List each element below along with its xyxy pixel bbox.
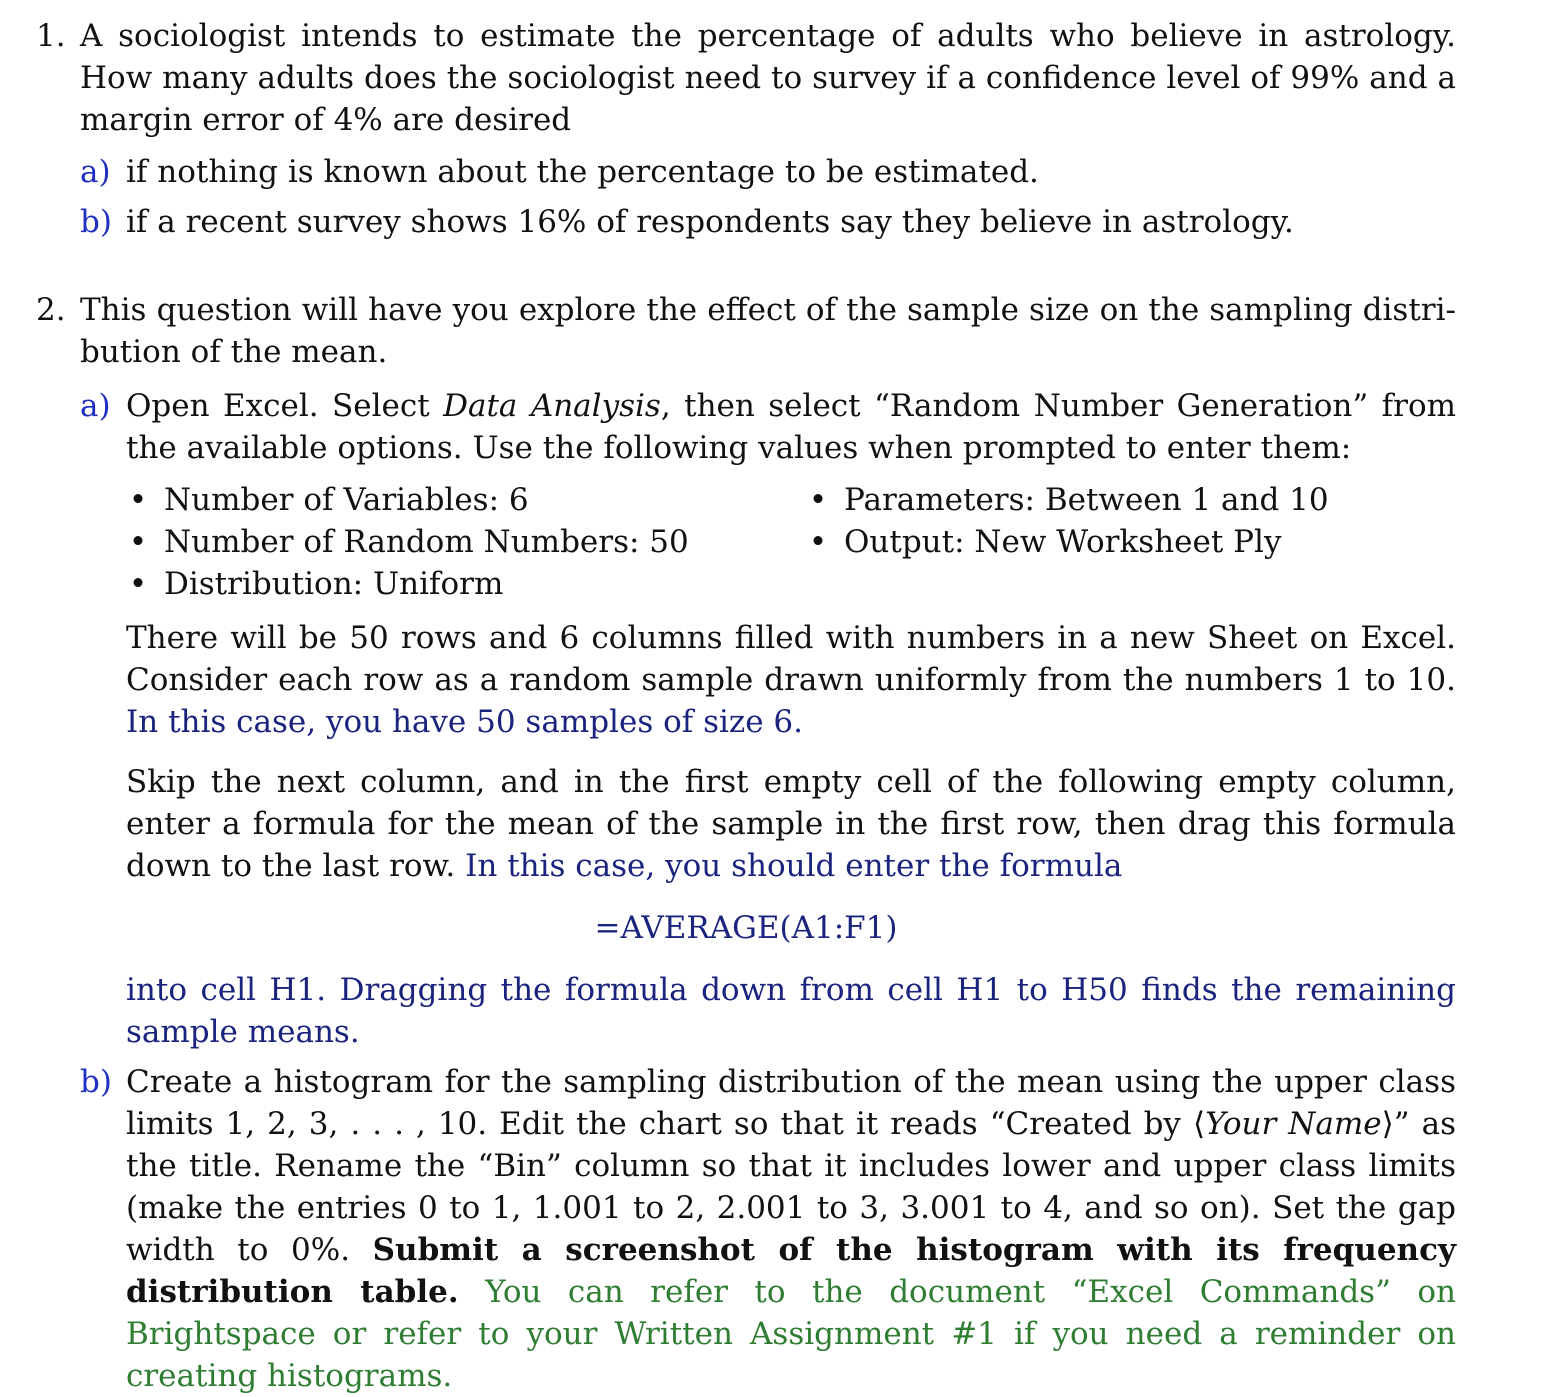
paragraph-formula-instructions — [126, 761, 1456, 887]
paragraph-formula-note: In this case, you should enter the formula — [465, 848, 1123, 884]
question-2a-intro-end: , then select “Random Number Generation” from the available options. Use the following values when prompted to enter them: — [126, 388, 1457, 466]
question-2b-text-start: Create a histogram for the sampling distribution of the mean using the upper class limits 1, 2, 3, . . . , 10. Edit the chart so that it reads “Created by ⟨ — [126, 1064, 1456, 1142]
question-1 — [36, 15, 1456, 243]
reference-note: You can refer to the document “Excel Commands” on Brightspace or refer to your Written Assignment #1 if you need a reminder on creating histograms. — [126, 1274, 1456, 1394]
question-1a — [80, 151, 1456, 193]
question-2b-label: b) — [80, 1064, 112, 1100]
question-2-number: 2. — [36, 292, 66, 328]
bullet-icon: • — [128, 524, 148, 560]
question-2b — [80, 1061, 1456, 1397]
data-analysis-term: Data Analysis — [443, 388, 661, 424]
question-2a-intro-start: Open Excel. Select — [126, 388, 444, 424]
question-2a — [80, 385, 1456, 469]
paragraph-rows-columns — [126, 617, 1456, 743]
question-1-text: A sociologist intends to estimate the percentage of adults who believe in astrology. How many adults does the sociologist need to survey if a confidence level of 99% and a margin error of 4% are desired — [80, 18, 1456, 138]
question-2a-label: a) — [80, 388, 111, 424]
list-item — [126, 563, 689, 605]
question-2a-intro — [126, 385, 1456, 469]
bullet-text: Parameters: Between 1 and 10 — [844, 482, 1329, 518]
bullet-icon: • — [128, 566, 148, 602]
question-1-number: 1. — [36, 18, 66, 54]
bullet-text: Number of Random Numbers: 50 — [164, 524, 689, 560]
question-1b-label: b) — [80, 204, 112, 240]
paragraph-rows-columns-text: There will be 50 rows and 6 columns filled with numbers in a new Sheet on Excel. Consider each row as a random sample drawn uniformly from the numbers 1 to 10. — [126, 620, 1456, 698]
average-formula: =AVERAGE(A1:F1) — [594, 910, 898, 946]
bullet-icon: • — [808, 524, 828, 560]
submit-instruction: Submit a screenshot of the histogram with its frequency distribution table. — [126, 1232, 1456, 1310]
list-item — [806, 479, 1329, 521]
paragraph-drag-formula: into cell H1. Dragging the formula down from cell H1 to H50 finds the remaining sample means. — [126, 972, 1456, 1050]
bullet-text: Output: New Worksheet Ply — [844, 524, 1282, 560]
paragraph-formula-text: Skip the next column, and in the first empty cell of the following empty column, enter a formula for the mean of the sample in the first row, then drag this formula down to the last row. — [126, 764, 1456, 884]
list-item — [126, 479, 689, 521]
list-item — [806, 521, 1329, 563]
parameter-list — [126, 479, 1456, 605]
bullet-icon: • — [808, 482, 828, 518]
question-1b-text: if a recent survey shows 16% of respondents say they believe in astrology. — [126, 204, 1294, 240]
question-1a-text: if nothing is known about the percentage to be estimated. — [126, 154, 1039, 190]
question-1b — [80, 201, 1456, 243]
list-item — [126, 521, 689, 563]
bullet-text: Distribution: Uniform — [164, 566, 504, 602]
question-2-text: This question will have you explore the effect of the sample size on the sampling distri-bution of the mean. — [80, 292, 1456, 370]
bullet-text: Number of Variables: 6 — [164, 482, 529, 518]
paragraph-rows-columns-note: In this case, you have 50 samples of size 6. — [126, 704, 804, 740]
parameter-list-right — [806, 479, 1329, 563]
bullet-icon: • — [128, 482, 148, 518]
question-2b-text-middle: ⟩” as the title. Rename the “Bin” column so that it includes lower and upper class limits (make the entries 0 to 1, 1.001 to 2, 2.001 to 3, 3.001 to 4, and so on). Set the gap width to 0%. — [126, 1106, 1457, 1268]
question-1a-label: a) — [80, 154, 111, 190]
parameter-list-left — [126, 479, 689, 605]
your-name-placeholder: Your Name — [1205, 1106, 1382, 1142]
question-2 — [36, 289, 1456, 1397]
question-2b-text — [126, 1061, 1456, 1397]
